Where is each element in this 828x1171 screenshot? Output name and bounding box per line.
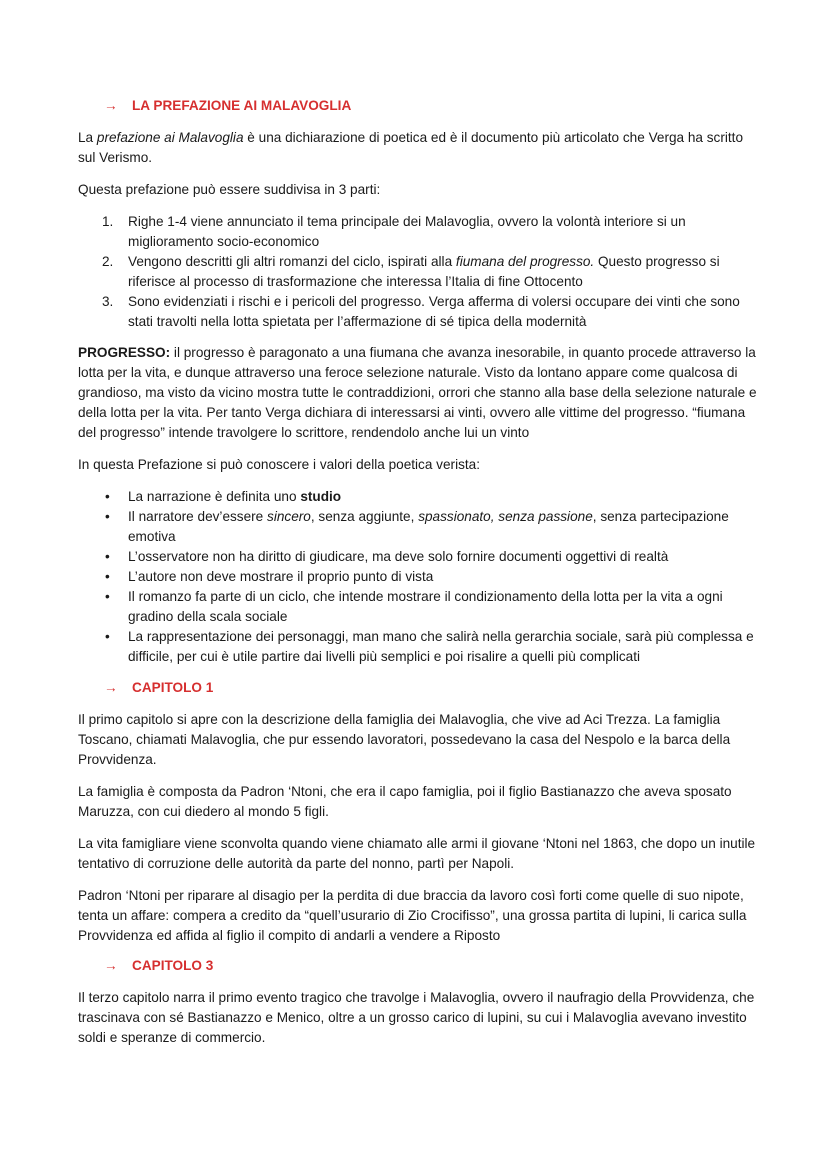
parts-list — [78, 212, 758, 332]
values-list — [78, 487, 758, 667]
paragraph-progresso: PROGRESSO: il progresso è paragonato a una fiumana che avanza inesorabile, in quanto procede attraverso la lotta per la vita, e dunque attraverso una feroce selezione naturale. Visto da lontano appare come qualcosa di grandioso, ma visto da vicino mostra tutte le contraddizioni, orrori che stanno alla base della selezione naturale e della lotta per la vita. Per tanto Verga dichiara di interessarsi ai vinti, ovvero alle vittime del progresso. “fiumana del progresso” intende travolgere lo scrittore, rendendolo anche lui un vinto — [78, 345, 757, 440]
list-item: • Il narratore dev’essere sincero, senza aggiunte, spassionato, senza passione, senza partecipazione emotiva — [105, 509, 729, 544]
list-item: 2. Vengono descritti gli altri romanzi del ciclo, ispirati alla fiumana del progresso. Questo progresso si riferisce al processo di trasformazione che interessa l’Italia di fine Ottocento — [102, 254, 720, 289]
document-page — [78, 96, 758, 1060]
list-item: • L’autore non deve mostrare il proprio punto di vista — [105, 569, 434, 584]
section-heading-prefazione — [78, 96, 758, 116]
paragraph: Padron ‘Ntoni per riparare al disagio per la perdita di due braccia da lavoro così forti come quelle di suo nipote, tenta un affare: compera a credito da “quell’usurario di Zio Crocifisso”, una grossa partita di lupini, li carica sulla Provvidenza ed affida al figlio il compito di andarli a vendere a Riposto — [78, 888, 747, 943]
list-item: 3. Sono evidenziati i rischi e i pericoli del progresso. Verga afferma di volersi occupare dei vinti che sono stati travolti nella lotta spietata per l’affermazione di sé tipica della modernità — [102, 294, 740, 329]
paragraph-intro: La prefazione ai Malavoglia è una dichiarazione di poetica ed è il documento più articolato che Verga ha scritto sul Verismo. — [78, 130, 744, 165]
arrow-right-icon: → — [104, 98, 118, 113]
section-heading-capitolo-1 — [78, 678, 758, 698]
paragraph-parts: Questa prefazione può essere suddivisa in 3 parti: — [78, 182, 381, 197]
list-item: • L’osservatore non ha diritto di giudicare, ma deve solo fornire documenti oggettivi di realtà — [105, 549, 669, 564]
paragraph: Il primo capitolo si apre con la descrizione della famiglia dei Malavoglia, che vive ad Aci Trezza. La famiglia Toscano, chiamati Malavoglia, che pur essendo lavoratori, possedevano la casa del Nespolo e la barca della Provvidenza. — [78, 712, 731, 767]
paragraph: Il terzo capitolo narra il primo evento tragico che travolge i Malavoglia, ovvero il naufragio della Provvidenza, che trascinava con sé Bastianazzo e Menico, oltre a un grosso carico di lupini, su cui i Malavoglia avevano investito soldi e speranze di commercio. — [78, 990, 755, 1045]
paragraph: La vita famigliare viene sconvolta quando viene chiamato alle armi il giovane ‘Ntoni nel 1863, che dopo un inutile tentativo di corruzione delle autorità da parte del nonno, partì per Napoli. — [78, 836, 756, 871]
list-item: • La narrazione è definita uno studio — [105, 489, 342, 504]
paragraph-valori: In questa Prefazione si può conoscere i valori della poetica verista: — [78, 457, 480, 472]
section-title: CAPITOLO 1 — [132, 680, 214, 695]
section-title: CAPITOLO 3 — [132, 958, 214, 973]
arrow-right-icon: → — [104, 680, 118, 695]
list-item: 1. Righe 1-4 viene annunciato il tema principale dei Malavoglia, ovvero la volontà interiore si un miglioramento socio-economico — [102, 214, 686, 249]
section-title: LA PREFAZIONE AI MALAVOGLIA — [132, 98, 352, 113]
section-heading-capitolo-3 — [78, 956, 758, 976]
paragraph: La famiglia è composta da Padron ‘Ntoni, che era il capo famiglia, poi il figlio Bastianazzo che aveva sposato Maruzza, con cui diedero al mondo 5 figli. — [78, 784, 732, 819]
list-item: • Il romanzo fa parte di un ciclo, che intende mostrare il condizionamento della lotta per la vita a ogni gradino della scala sociale — [105, 589, 723, 624]
arrow-right-icon: → — [104, 958, 118, 973]
list-item: • La rappresentazione dei personaggi, man mano che salirà nella gerarchia sociale, sarà più complessa e difficile, per cui è utile partire dai livelli più semplici e poi risalire a quelli più complicati — [105, 629, 754, 664]
